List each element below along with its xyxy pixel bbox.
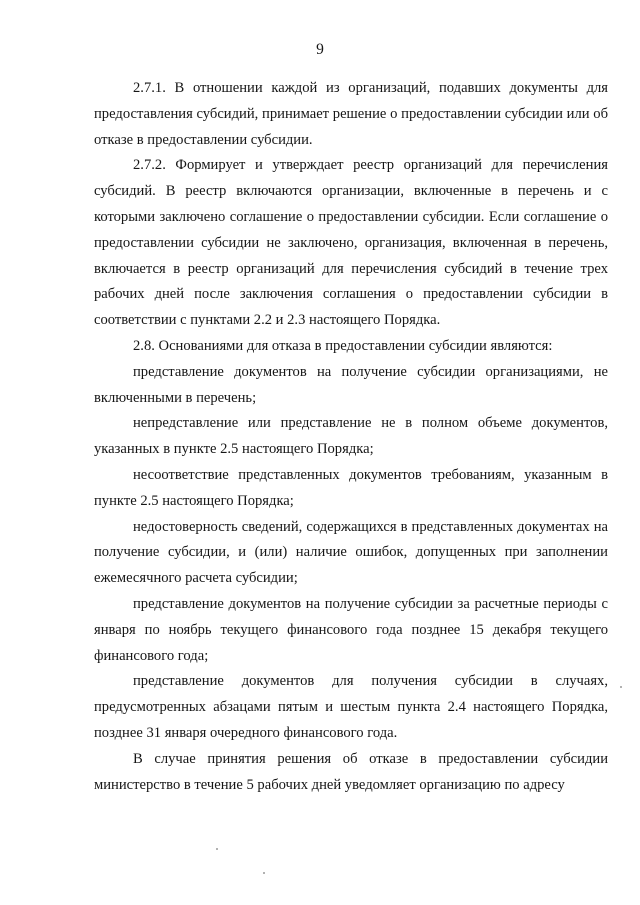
paragraph-2-8: 2.8. Основаниями для отказа в предоставлении субсидии являются: (133, 337, 553, 354)
page-number: 9 (316, 41, 324, 58)
scan-speck (620, 686, 622, 688)
refusal-ground-1: представление документов на получение субсидии организациями, не включенными в перечень; (94, 363, 608, 406)
refusal-ground-3: несоответствие представленных документов требованиям, указанным в пункте 2.5 настоящего Порядка; (94, 466, 608, 509)
scan-speck (263, 872, 265, 874)
document-body (94, 76, 608, 798)
refusal-ground-4: недостоверность сведений, содержащихся в представленных документах на получение субсидии, и (или) наличие ошибок, допущенных при заполнении ежемесячного расчета субсидии; (94, 518, 608, 587)
scan-speck (216, 848, 218, 850)
paragraph-2-7-2: 2.7.2. Формирует и утверждает реестр организаций для перечисления субсидий. В реестр включаются организации, включенные в перечень и с которыми заключено соглашение о предоставлении субсидии. Если соглашение о предоставлении субсидии не заключено, организация, включенная в перечень, включается в реестр организаций для перечисления субсидий в течение трех рабочих дней после заключения соглашения о предоставлении субсидии в соответствии с пунктами 2.2 и 2.3 настоящего Порядка. (94, 157, 608, 329)
refusal-notice-paragraph: В случае принятия решения об отказе в предоставлении субсидии министерство в течение 5 рабочих дней уведомляет организацию по адресу (94, 750, 608, 793)
paragraph-2-7-1: 2.7.1. В отношении каждой из организаций, подавших документы для предоставления субсидий, принимает решение о предоставлении субсидии или об отказе в предоставлении субсидии. (94, 80, 608, 148)
refusal-ground-2: непредставление или представление не в полном объеме документов, указанных в пункте 2.5 настоящего Порядка; (94, 415, 608, 458)
refusal-ground-5: представление документов на получение субсидии за расчетные периоды с января по ноябрь текущего финансового года позднее 15 декабря текущего финансового года; (94, 595, 608, 664)
refusal-ground-6: представление документов для получения субсидии в случаях, предусмотренных абзацами пятым и шестым пункта 2.4 настоящего Порядка, позднее 31 января очередного финансового года. (94, 673, 608, 741)
